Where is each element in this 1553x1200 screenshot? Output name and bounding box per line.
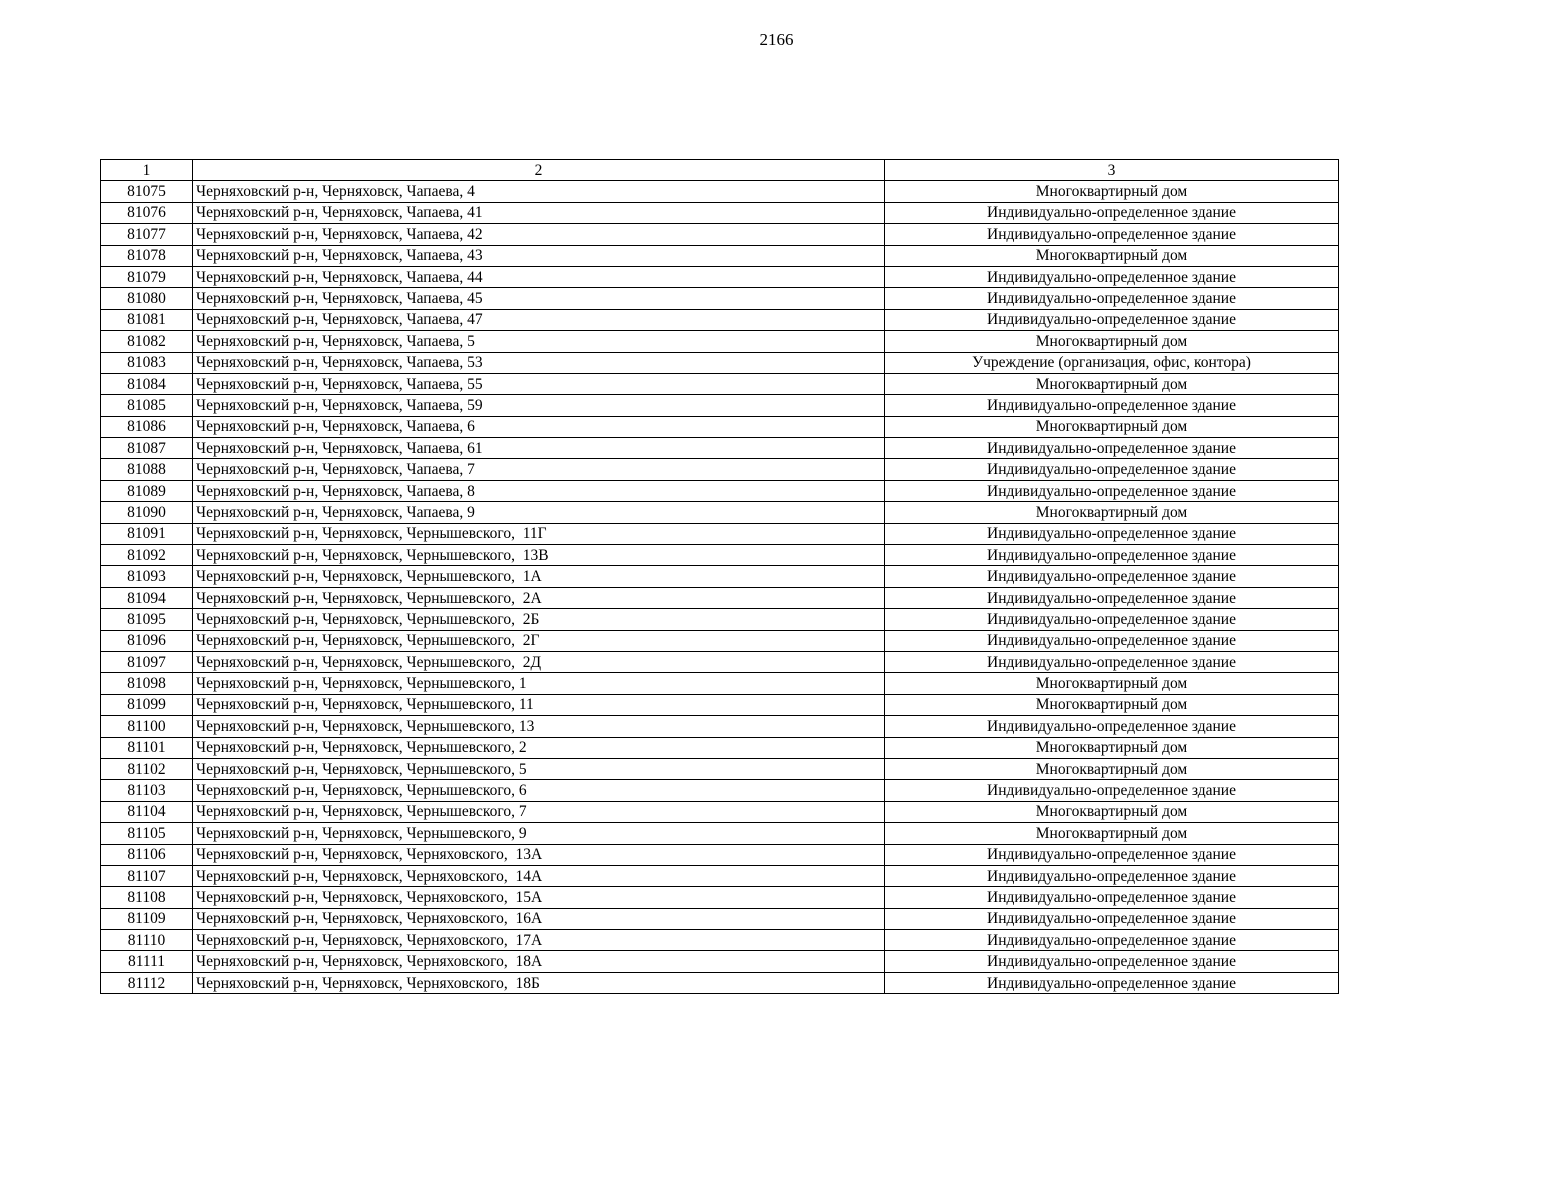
cell-address: Черняховский р-н, Черняховск, Черняховского, 14А — [193, 865, 885, 886]
cell-object-type: Индивидуально-определенное здание — [885, 844, 1339, 865]
cell-address: Черняховский р-н, Черняховск, Чернышевского, 2Б — [193, 609, 885, 630]
table-row — [101, 865, 1339, 886]
cell-address: Черняховский р-н, Черняховск, Черняховского, 17А — [193, 930, 885, 951]
cell-id: 81098 — [101, 673, 193, 694]
table-row — [101, 951, 1339, 972]
cell-address: Черняховский р-н, Черняховск, Чапаева, 53 — [193, 352, 885, 373]
table-row — [101, 309, 1339, 330]
cell-object-type: Индивидуально-определенное здание — [885, 780, 1339, 801]
cell-object-type: Индивидуально-определенное здание — [885, 587, 1339, 608]
cell-address: Черняховский р-н, Черняховск, Чапаева, 45 — [193, 288, 885, 309]
table-row — [101, 823, 1339, 844]
table-row — [101, 245, 1339, 266]
table-row — [101, 416, 1339, 437]
cell-id: 81085 — [101, 395, 193, 416]
table-row — [101, 545, 1339, 566]
cell-id: 81108 — [101, 887, 193, 908]
cell-id: 81094 — [101, 587, 193, 608]
cell-address: Черняховский р-н, Черняховск, Чапаева, 41 — [193, 202, 885, 223]
cell-object-type: Индивидуально-определенное здание — [885, 288, 1339, 309]
cell-id: 81090 — [101, 502, 193, 523]
table-row — [101, 609, 1339, 630]
cell-address: Черняховский р-н, Черняховск, Чернышевского, 1А — [193, 566, 885, 587]
cell-address: Черняховский р-н, Черняховск, Чернышевского, 2Д — [193, 651, 885, 672]
cell-address: Черняховский р-н, Черняховск, Чернышевского, 11 — [193, 694, 885, 715]
cell-id: 81077 — [101, 224, 193, 245]
cell-id: 81082 — [101, 331, 193, 352]
cell-object-type: Многоквартирный дом — [885, 758, 1339, 779]
cell-object-type: Многоквартирный дом — [885, 694, 1339, 715]
cell-address: Черняховский р-н, Черняховск, Чапаева, 8 — [193, 480, 885, 501]
table-row — [101, 651, 1339, 672]
table-row — [101, 331, 1339, 352]
header-row — [101, 160, 1339, 181]
header-col-1: 1 — [101, 160, 193, 181]
cell-address: Черняховский р-н, Черняховск, Чернышевского, 7 — [193, 801, 885, 822]
cell-object-type: Многоквартирный дом — [885, 416, 1339, 437]
table-row — [101, 930, 1339, 951]
cell-object-type: Индивидуально-определенное здание — [885, 545, 1339, 566]
cell-id: 81106 — [101, 844, 193, 865]
cell-object-type: Индивидуально-определенное здание — [885, 930, 1339, 951]
cell-address: Черняховский р-н, Черняховск, Чернышевского, 11Г — [193, 523, 885, 544]
table-row — [101, 395, 1339, 416]
cell-id: 81084 — [101, 373, 193, 394]
cell-address: Черняховский р-н, Черняховск, Чапаева, 47 — [193, 309, 885, 330]
cell-address: Черняховский р-н, Черняховск, Черняховского, 18А — [193, 951, 885, 972]
cell-address: Черняховский р-н, Черняховск, Чапаева, 6 — [193, 416, 885, 437]
table-row — [101, 737, 1339, 758]
cell-address: Черняховский р-н, Черняховск, Чапаева, 9 — [193, 502, 885, 523]
table-row — [101, 908, 1339, 929]
cell-object-type: Многоквартирный дом — [885, 331, 1339, 352]
cell-object-type: Многоквартирный дом — [885, 737, 1339, 758]
cell-object-type: Индивидуально-определенное здание — [885, 908, 1339, 929]
cell-object-type: Индивидуально-определенное здание — [885, 523, 1339, 544]
table-row — [101, 716, 1339, 737]
cell-object-type: Индивидуально-определенное здание — [885, 202, 1339, 223]
cell-object-type: Индивидуально-определенное здание — [885, 716, 1339, 737]
cell-id: 81079 — [101, 266, 193, 287]
cell-object-type: Индивидуально-определенное здание — [885, 566, 1339, 587]
cell-id: 81112 — [101, 972, 193, 993]
cell-id: 81083 — [101, 352, 193, 373]
cell-id: 81107 — [101, 865, 193, 886]
cell-id: 81103 — [101, 780, 193, 801]
cell-address: Черняховский р-н, Черняховск, Чапаева, 42 — [193, 224, 885, 245]
cell-object-type: Многоквартирный дом — [885, 502, 1339, 523]
cell-address: Черняховский р-н, Черняховск, Чернышевского, 2Г — [193, 630, 885, 651]
cell-address: Черняховский р-н, Черняховск, Чернышевского, 2 — [193, 737, 885, 758]
cell-address: Черняховский р-н, Черняховск, Черняховского, 15А — [193, 887, 885, 908]
cell-id: 81097 — [101, 651, 193, 672]
cell-address: Черняховский р-н, Черняховск, Чернышевского, 13В — [193, 545, 885, 566]
cell-address: Черняховский р-н, Черняховск, Чернышевского, 6 — [193, 780, 885, 801]
table-row — [101, 801, 1339, 822]
cell-object-type: Индивидуально-определенное здание — [885, 395, 1339, 416]
cell-id: 81086 — [101, 416, 193, 437]
table-row — [101, 438, 1339, 459]
table-row — [101, 780, 1339, 801]
table-row — [101, 758, 1339, 779]
cell-object-type: Многоквартирный дом — [885, 373, 1339, 394]
header-col-3: 3 — [885, 160, 1339, 181]
table-row — [101, 502, 1339, 523]
cell-id: 81104 — [101, 801, 193, 822]
header-col-2: 2 — [193, 160, 885, 181]
cell-address: Черняховский р-н, Черняховск, Чернышевского, 13 — [193, 716, 885, 737]
cell-object-type: Индивидуально-определенное здание — [885, 951, 1339, 972]
cell-address: Черняховский р-н, Черняховск, Чернышевского, 1 — [193, 673, 885, 694]
cell-address: Черняховский р-н, Черняховск, Чернышевского, 9 — [193, 823, 885, 844]
cell-address: Черняховский р-н, Черняховск, Черняховского, 16А — [193, 908, 885, 929]
cell-object-type: Индивидуально-определенное здание — [885, 459, 1339, 480]
cell-address: Черняховский р-н, Черняховск, Чапаева, 43 — [193, 245, 885, 266]
cell-id: 81093 — [101, 566, 193, 587]
cell-id: 81089 — [101, 480, 193, 501]
cell-object-type: Учреждение (организация, офис, контора) — [885, 352, 1339, 373]
table-row — [101, 844, 1339, 865]
page-number: 2166 — [759, 30, 794, 49]
cell-object-type: Индивидуально-определенное здание — [885, 887, 1339, 908]
cell-id: 81076 — [101, 202, 193, 223]
table-header — [101, 160, 1339, 181]
cell-object-type: Многоквартирный дом — [885, 823, 1339, 844]
cell-id: 81099 — [101, 694, 193, 715]
cell-id: 81081 — [101, 309, 193, 330]
cell-address: Черняховский р-н, Черняховск, Чернышевского, 5 — [193, 758, 885, 779]
table-row — [101, 352, 1339, 373]
cell-id: 81101 — [101, 737, 193, 758]
cell-address: Черняховский р-н, Черняховск, Чапаева, 5 — [193, 331, 885, 352]
table-row — [101, 523, 1339, 544]
table-row — [101, 587, 1339, 608]
cell-address: Черняховский р-н, Черняховск, Черняховского, 18Б — [193, 972, 885, 993]
cell-object-type: Индивидуально-определенное здание — [885, 266, 1339, 287]
cell-id: 81111 — [101, 951, 193, 972]
table-body — [101, 181, 1339, 994]
cell-id: 81109 — [101, 908, 193, 929]
registry-table — [100, 159, 1339, 994]
table-row — [101, 972, 1339, 993]
cell-id: 81096 — [101, 630, 193, 651]
cell-id: 81087 — [101, 438, 193, 459]
table-row — [101, 181, 1339, 202]
cell-address: Черняховский р-н, Черняховск, Чапаева, 4 — [193, 181, 885, 202]
cell-address: Черняховский р-н, Черняховск, Чернышевского, 2А — [193, 587, 885, 608]
table-row — [101, 202, 1339, 223]
table-row — [101, 694, 1339, 715]
cell-object-type: Многоквартирный дом — [885, 673, 1339, 694]
cell-object-type: Индивидуально-определенное здание — [885, 480, 1339, 501]
table-row — [101, 224, 1339, 245]
cell-id: 81088 — [101, 459, 193, 480]
cell-id: 81102 — [101, 758, 193, 779]
cell-id: 81092 — [101, 545, 193, 566]
cell-id: 81091 — [101, 523, 193, 544]
cell-id: 81078 — [101, 245, 193, 266]
cell-object-type: Индивидуально-определенное здание — [885, 438, 1339, 459]
cell-object-type: Индивидуально-определенное здание — [885, 865, 1339, 886]
cell-address: Черняховский р-н, Черняховск, Чапаева, 59 — [193, 395, 885, 416]
table-row — [101, 566, 1339, 587]
cell-id: 81080 — [101, 288, 193, 309]
cell-object-type: Многоквартирный дом — [885, 181, 1339, 202]
cell-object-type: Индивидуально-определенное здание — [885, 630, 1339, 651]
cell-id: 81075 — [101, 181, 193, 202]
cell-address: Черняховский р-н, Черняховск, Чапаева, 44 — [193, 266, 885, 287]
cell-object-type: Многоквартирный дом — [885, 801, 1339, 822]
cell-address: Черняховский р-н, Черняховск, Чапаева, 7 — [193, 459, 885, 480]
cell-object-type: Индивидуально-определенное здание — [885, 972, 1339, 993]
cell-id: 81100 — [101, 716, 193, 737]
cell-id: 81095 — [101, 609, 193, 630]
table-row — [101, 288, 1339, 309]
table-row — [101, 480, 1339, 501]
cell-address: Черняховский р-н, Черняховск, Чапаева, 61 — [193, 438, 885, 459]
cell-object-type: Индивидуально-определенное здание — [885, 651, 1339, 672]
table-row — [101, 887, 1339, 908]
cell-object-type: Индивидуально-определенное здание — [885, 609, 1339, 630]
table-row — [101, 373, 1339, 394]
cell-address: Черняховский р-н, Черняховск, Черняховского, 13А — [193, 844, 885, 865]
table-row — [101, 459, 1339, 480]
cell-address: Черняховский р-н, Черняховск, Чапаева, 55 — [193, 373, 885, 394]
cell-id: 81110 — [101, 930, 193, 951]
cell-object-type: Индивидуально-определенное здание — [885, 309, 1339, 330]
cell-object-type: Многоквартирный дом — [885, 245, 1339, 266]
table-row — [101, 630, 1339, 651]
table-row — [101, 266, 1339, 287]
table-row — [101, 673, 1339, 694]
cell-object-type: Индивидуально-определенное здание — [885, 224, 1339, 245]
cell-id: 81105 — [101, 823, 193, 844]
